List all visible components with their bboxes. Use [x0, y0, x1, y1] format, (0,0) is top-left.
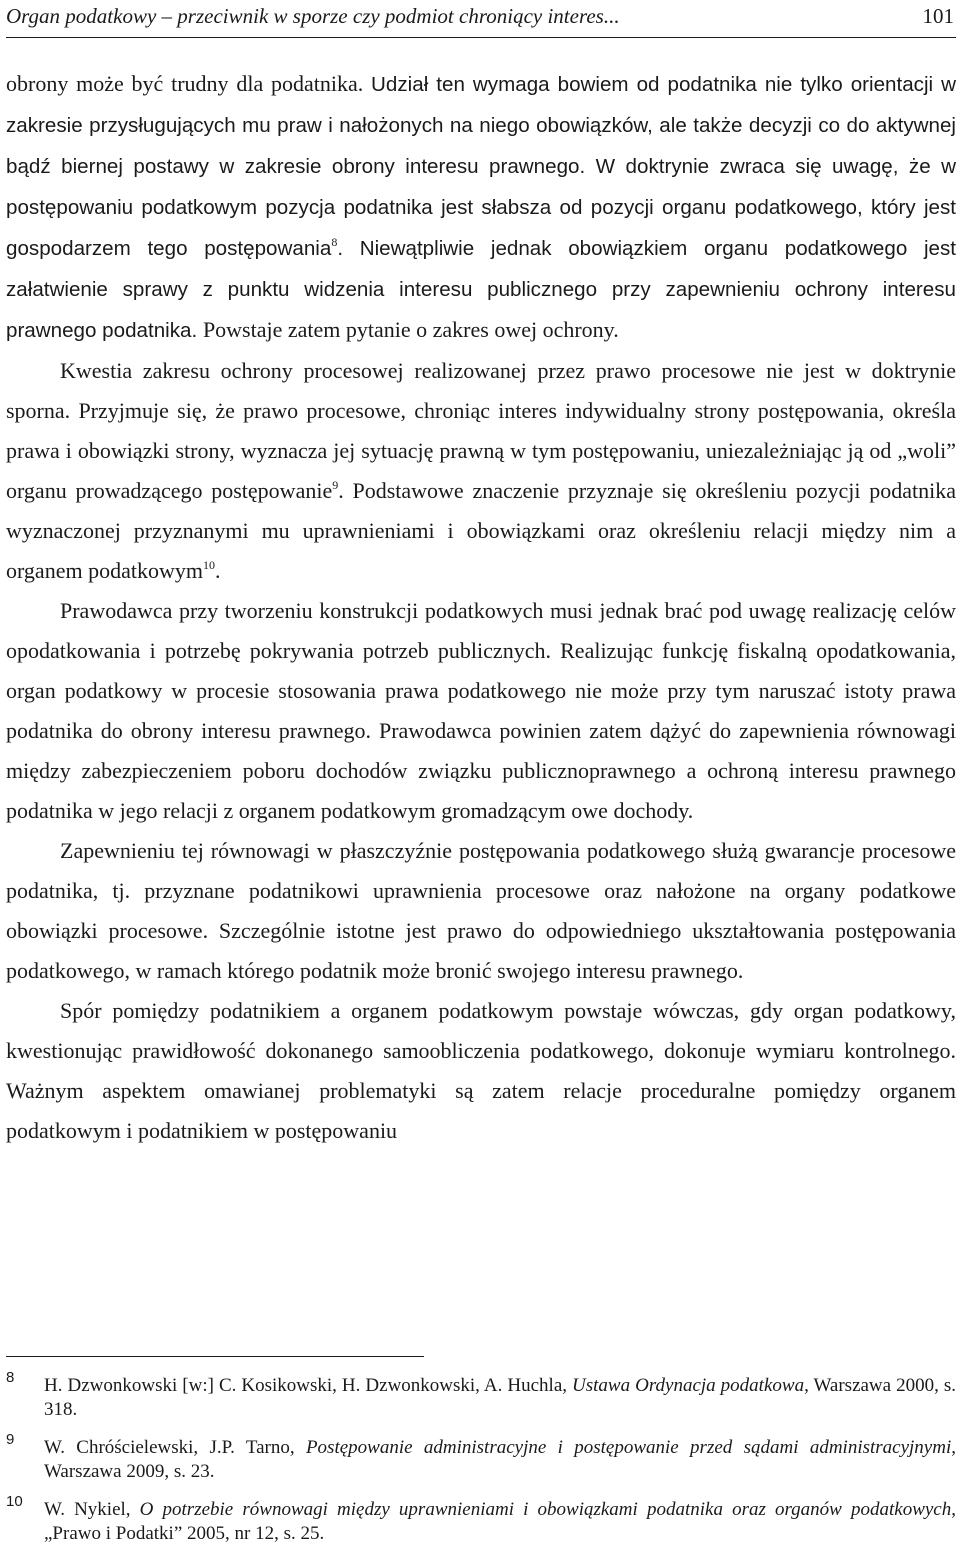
page-number: 101: [922, 4, 954, 28]
footnote-rule: [6, 1356, 424, 1357]
footnote-source: , „Prawo i Podatki” 2005, nr 12, s. 25.: [44, 1499, 956, 1544]
paragraph-2-run-d: .: [214, 558, 221, 583]
footnotes: [6, 1369, 957, 1560]
footnote-8: [6, 1369, 957, 1422]
body-text: [6, 64, 956, 1151]
footnote-number: 9: [6, 1431, 15, 1448]
paragraph-1-run-d: Powstaje zatem pytanie o zakres owej ochrony.: [202, 317, 619, 342]
paragraph-3: [6, 591, 956, 831]
footnote-title: O potrzebie równowagi między uprawnieniami i obowiązkami podatnika oraz organów podatkowych: [139, 1499, 952, 1520]
footnote-title: Postępowanie administracyjne i postępowanie przed sądami administracyjnymi: [305, 1437, 952, 1458]
footnote-title: Ustawa Ordynacja podatkowa: [572, 1375, 805, 1396]
paragraph-4: [6, 831, 956, 991]
footnote-authors: W. Chróścielewski, J.P. Tarno,: [44, 1437, 306, 1458]
running-head-title: Organ podatkowy – przeciwnik w sporze czy podmiot chroniący interes...: [6, 4, 620, 28]
paragraph-1-run-c: . Niewątpliwie jednak obowiązkiem organu podatkowego jest załatwienie sprawy z punktu widzenia interesu publicznego przy zapewnieniu ochrony interesu prawnego podatnika.: [6, 237, 956, 342]
paragraph-5-text: Spór pomiędzy podatnikiem a organem podatkowym powstaje wówczas, gdy organ podatkowy, kwestionując prawidłowość dokonanego samoobliczenia podatkowego, dokonuje wymiaru kontrolnego. Ważnym aspektem omawianej problematyki są zatem relacje proceduralne pomiędzy organem podatkowym i podatnikiem w postępowaniu: [6, 998, 956, 1143]
paragraph-5: [6, 991, 956, 1151]
running-head: [6, 4, 956, 32]
footnote-ref-8[interactable]: 8: [331, 235, 338, 249]
paragraph-2: [6, 351, 956, 591]
footnote-text: [44, 1436, 956, 1484]
paragraph-3-text: Prawodawca przy tworzeniu konstrukcji podatkowych musi jednak brać pod uwagę realizację celów opodatkowania i potrzebę pokrywania potrzeb publicznych. Realizując funkcję fiskalną opodatkowania, organ podatkowy w procesie stosowania prawa podatkowego nie może przy tym naruszać istoty prawa podatnika do obrony interesu prawnego. Prawodawca powinien zatem dążyć do zapewnienia równowagi między zabezpieczeniem poboru dochodów związku publicznoprawnego a ochroną interesu prawnego podatnika w jego relacji z organem podatkowym gromadzącym owe dochody.: [6, 598, 956, 823]
footnote-authors: W. Nykiel,: [44, 1499, 140, 1520]
footnote-number: 8: [6, 1369, 15, 1386]
footnote-9: [6, 1431, 956, 1484]
paragraph-4-text: Zapewnieniu tej równowagi w płaszczyźnie postępowania podatkowego służą gwarancje procesowe podatnika, tj. przyznane podatnikowi uprawnienia procesowe oraz nałożone na organy podatkowe obowiązki procesowe. Szczególnie istotne jest prawo do odpowiedniego ukształtowania postępowania podatkowego, w ramach którego podatnik może bronić swojego interesu prawnego.: [6, 838, 956, 983]
paragraph-1-run-a: obrony może być trudny dla podatnika.: [6, 71, 372, 96]
footnote-authors: H. Dzwonkowski [w:] C. Kosikowski, H. Dzwonkowski, A. Huchla,: [44, 1375, 573, 1396]
paragraph-1: [6, 64, 956, 351]
footnote-text: [44, 1374, 956, 1422]
header-rule: [6, 37, 956, 38]
footnote-10: [6, 1493, 956, 1546]
paragraph-2-run-c: . Podstawowe znaczenie przyznaje się określeniu pozycji podatnika wyznaczonej przyznanymi mu uprawnieniami i obowiązkami oraz określeniu relacji między nim a organem podatkowym: [6, 478, 957, 583]
footnote-ref-9[interactable]: 9: [332, 478, 339, 492]
footnote-ref-10[interactable]: 10: [202, 558, 215, 572]
footnote-source: , Warszawa 2000, s. 318.: [44, 1375, 957, 1420]
footnote-source: , Warszawa 2009, s. 23.: [44, 1437, 956, 1482]
paragraph-2-run-b: Przyjmuje się, że prawo procesowe, chroniąc interes indywidualny strony postępowania, określa prawa i obowiązki strony, wyznacza jej sytuację prawną w tym postępowaniu, uniezależniając ją od „woli” organu prowadzącego postępowanie: [6, 398, 956, 503]
footnote-text: [44, 1498, 956, 1546]
paragraph-1-run-b: Udział ten wymaga bowiem od podatnika nie tylko orientacji w zakresie przysługujących mu praw i nałożonych na niego obowiązków, ale także decyzji co do aktywnej bądź biernej postawy w zakresie obrony interesu prawnego. W doktrynie zwraca się uwagę, że w postępowaniu podatkowym pozycja podatnika jest słabsza od pozycji organu podatkowego, który jest gospodarzem tego postępowania: [6, 73, 956, 260]
footnote-number: 10: [6, 1493, 23, 1510]
paragraph-2-run-a: Kwestia zakresu ochrony procesowej realizowanej przez prawo procesowe nie jest w doktrynie sporna.: [6, 358, 956, 423]
